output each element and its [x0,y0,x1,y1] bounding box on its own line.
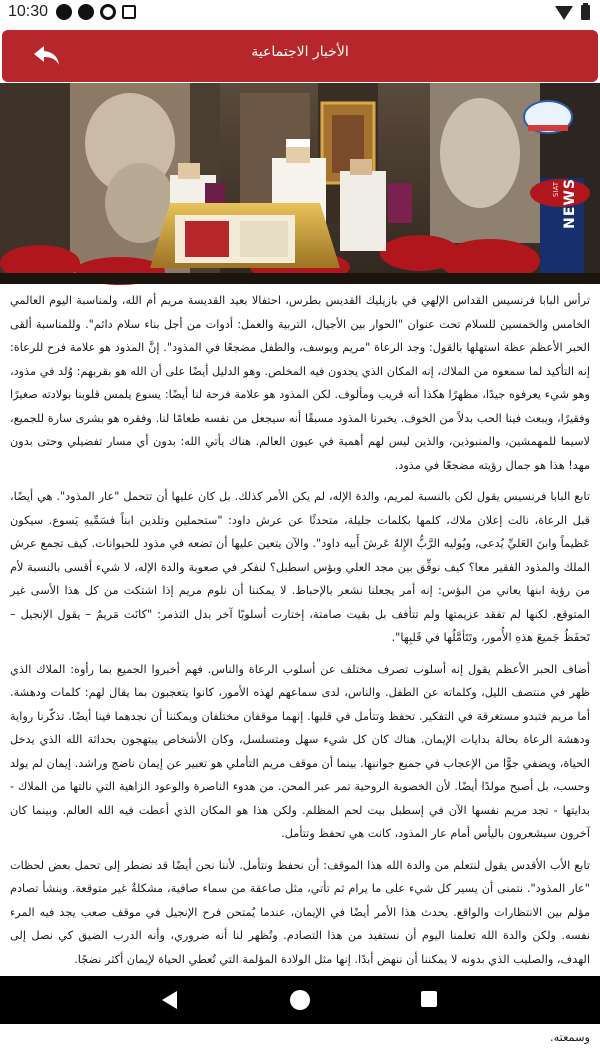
article-image [0,83,600,284]
news-badge-text: NEWS [562,178,578,229]
article-body [10,289,590,1044]
nav-recents-icon[interactable] [421,991,437,1007]
navigation-bar [0,976,600,1024]
article-paragraph: تابع البابا فرنسيس يقول لكن بالنسبة لمريم، والدة الإله، لم يكن الأمر كذلك. بل كان عليها أن تتحمل "عار المذود". هي أيضًا، قبل الرعاة، نالت إعلان ملاك، كلمها بكلمات جليلة، متحدثًا عن عرش داود: "ستحملين وتلدين ابناً فسَمِّيهِ يَسوع. سيكون عَظيماً وابنَ العَليِّ يُدعى، ويُوليه الرَّبُّ الإِلهُ عَرشَ أَبيه داود". والآن يتعين عليها أن تضعه في مذود للحيوانات. كيف تجمع عرش الملك والمذود الفقير معا؟ كيف نوفِّق بين مجد العلي وبؤس اسطبل؟ لنفكر في صعوبة والدة الإله، لا شيء أقسى بالنسبة لأم من رؤية ابنها يعاني من البؤس: إنه أمر يجعلنا نشعر بالإحباط. لا يمكننا أن نلوم مريم إذا اشتكت من كل هذا الأسى غير المتوقع. لكنها لم تفقد عزيمتها ولم تتأفف بل بقيت صامتة، إختارت أسلوبًا آخر بدل التذمر: "كانَت مَريمُ – يقول الإنجيل – تَحفَظُ جَميعَ هذهِ الأُمور، وتَتَأمَّلُها في قَلبِها". [10,490,590,644]
wifi-icon [555,6,573,20]
news-badge-subtext: SIAT [552,182,560,198]
article-paragraph: تابع الأب الأقدس يقول لنتعلم من والدة الله هذا الموقف: أن نحفظ ونتأمل. لأننا نحن أيضًا قد نضطر إلى تحمل بعض لحظات "عار المذود". نتمنى أن يسير كل شيء على ما يرام ثم تأتي، مثل صاعقة من سماء صافية، مشكلةٌ غير متوقعة. وينشأ تصادم مؤلم بين الانتظارات والواقع. يحدث هذا الأمر أيضًا في الإيمان، عندما يُمتحن فرح الإنجيل في موقف صعب يجد فيه المرء نفسه. ولكن والدة الله تعلمنا اليوم أن نستفيد من هذا التصادم. وتُظهر لنا أنه ضروري، وأنه الدرب الضيق كي نصل إلى الهدف، والصليب الذي بدونه لا يمكننا أن ننهض أبدًا. إنها مثل الولادة المؤلمة التي تُعطي الحياة لإيمان أكثر نضجًا. [10,858,590,966]
system-icons [555,5,590,20]
article-paragraph: أضاف الحبر الأعظم يقول إنه أسلوب تصرف مختلف عن أسلوب الرعاة والناس. فهم أخبروا الجميع بما رأوه: الملاك الذي ظهر في منتصف الليل، وكلماته عن الطفل. والناس، لدى سماعهم لهذه الأمور، كانوا يتعجبون بما يقال لهم: كلمات ودهشة. أما مريم فتبدو مستغرقة في التفكير. تحفظ وتتأمل في قلبها. إنهما موقفان مختلفان ويمكننا أن نجدهما فينا أيضًا. تذكّرنا رواية ودهشة الرعاة بحالة بدايات الإيمان. هناك كان كل شيء سهل ومتسلسل، وكان الأشخاص يبتهجون بحداثة الله الذي يدخل الحياة، ويضفي جوًّا من الإعجاب في جميع جوانبها. بينما أن موقف مريم التأملي هو تعبير عن إيمان ناضج وراشد. إيمان لم يولد وحسب، بل أصبح مولدًا أيضًا. لأن الخصوبة الروحية تمر عبر المحن. من هدوء الناصرة والوعود الزاهية التي نالتها من الملاك - بدايتها - تجد مريم نفسها الآن في إسطبل بيت لحم المظلم. ولكن هذا هو المكان الذي أعطت فيه الله العالم. وبينما كان آخرون سيشعرون باليأس أمام عار المذود، كانت هي تحفظ وتتأمل. [10,662,590,840]
status-bar [0,0,600,26]
article-paragraph: وسمعته. [550,1031,590,1044]
sync-icon [100,4,116,20]
article-paragraph: ترأس البابا فرنسيس القداس الإلهي في بازيليك القديس بطرس، احتفالا بعيد القديسة مريم أم الله، ولمناسبة اليوم العالمي الخامس والخمسين للسلام تحت عنوان "الحوار بين الأجيال، التربية والعمل: أدوات من أجل بناء سلام دائم". وللمناسبة ألقى الحبر الأعظم عظة استهلها بالقول: وجد الرعاة "مريم ويوسف، والطفل مضجعًا في المذود". إنَّ المذود هو علامة فرح للرعاة: إنه التأكيد لما سمعوه من الملاك، إنه المكان الذي يجدون فيه المخلص. وهو الدليل أيضًا على أن الله هو بقربهم: وُلد في مذود، وهو شيء يعرفوه جيدًا، مظهرًا هكذا أنه قريب ومألوف. لكن المذود هو علامة فرحة لنا أيضًا: يسوع يلمس قلوبنا بولادته صغيرًا وفقيرًا، ويبعث فينا الحب بدلاً من الخوف. يخبرنا المذود مسبقًا أنه سيجعل من نفسه طعامًا لنا. وفقره هو بشرى سارة للجميع، لاسيما للمهمشين، والمنبوذين، والذين ليس لهم أهمية في عيون العالم. هناك يأتي الله: بدون أي مسار تفضيلي وحتى بدون مهد! هذا هو جمال رؤيته مضجعًا في مذود. [10,294,590,472]
battery-icon [581,5,590,20]
status-time: 10:30 [8,3,49,20]
news-badge [540,178,584,284]
notification-dot-icon [56,4,72,20]
screenshot-icon [122,5,136,19]
app-header [2,30,598,82]
notification-icons [56,4,136,20]
page-title: الأخبار الاجتماعية [251,44,349,60]
nav-home-icon[interactable] [290,990,310,1010]
notification-dot-icon [78,4,94,20]
nav-back-icon[interactable] [162,991,177,1009]
